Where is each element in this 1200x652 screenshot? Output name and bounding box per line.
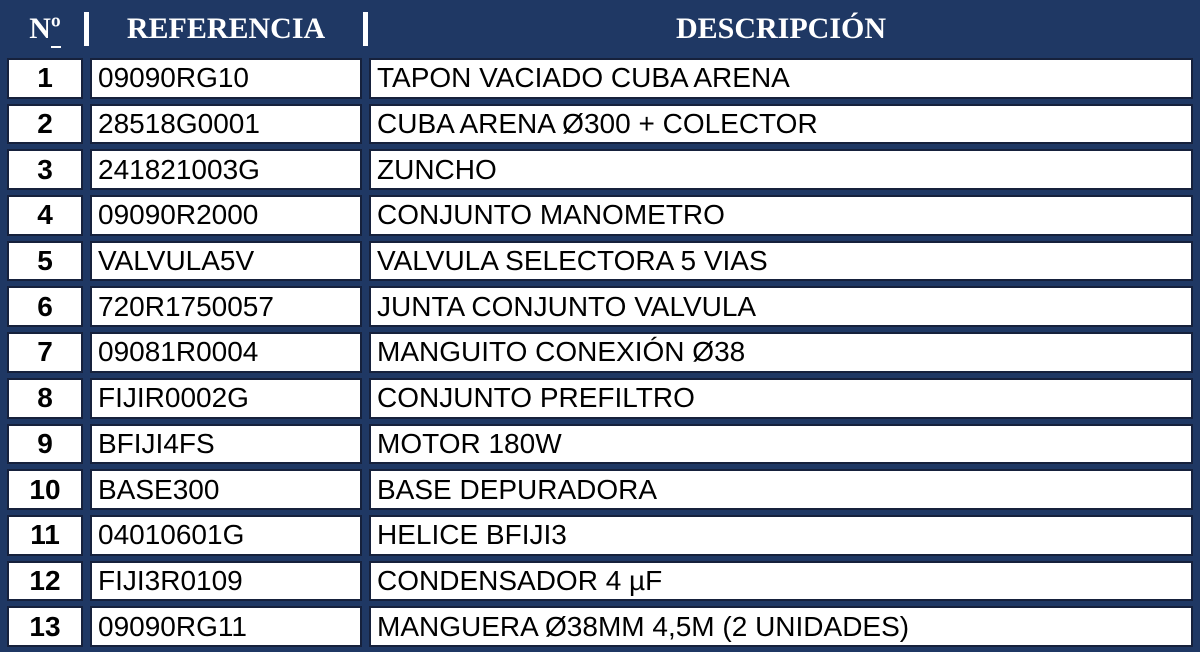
- row-descripcion-cell: BASE DEPURADORA: [369, 469, 1193, 510]
- row-descripcion-cell: CONJUNTO PREFILTRO: [369, 378, 1193, 419]
- table-row: [7, 606, 1193, 647]
- table-row: [7, 469, 1193, 510]
- row-descripcion-cell: JUNTA CONJUNTO VALVULA: [369, 286, 1193, 327]
- table-row: [7, 561, 1193, 602]
- column-header-no: [7, 5, 83, 53]
- row-referencia-cell: 241821003G: [90, 149, 362, 190]
- row-referencia-cell: BFIJI4FS: [90, 424, 362, 465]
- row-referencia-cell: 09090RG11: [90, 606, 362, 647]
- row-descripcion-cell: HELICE BFIJI3: [369, 515, 1193, 556]
- header-divider: [84, 12, 89, 46]
- row-number-cell: 6: [7, 286, 83, 327]
- row-referencia-cell: 04010601G: [90, 515, 362, 556]
- column-header-no-label: Nº: [29, 12, 61, 48]
- column-header-descripcion-label: DESCRIPCIÓN: [675, 12, 887, 45]
- row-referencia-cell: FIJIR0002G: [90, 378, 362, 419]
- row-descripcion-cell: ZUNCHO: [369, 149, 1193, 190]
- row-number-cell: 11: [7, 515, 83, 556]
- table-row: [7, 149, 1193, 190]
- table-row: [7, 286, 1193, 327]
- row-referencia-cell: 09090R2000: [90, 195, 362, 236]
- row-number-cell: 4: [7, 195, 83, 236]
- row-referencia-cell: 720R1750057: [90, 286, 362, 327]
- table-row: [7, 241, 1193, 282]
- row-number-cell: 5: [7, 241, 83, 282]
- column-header-descripcion: [369, 5, 1193, 53]
- row-number-cell: 8: [7, 378, 83, 419]
- row-descripcion-cell: TAPON VACIADO CUBA ARENA: [369, 58, 1193, 99]
- row-number-cell: 12: [7, 561, 83, 602]
- ordinal-indicator: º: [51, 12, 61, 48]
- row-referencia-cell: 28518G0001: [90, 104, 362, 145]
- row-descripcion-cell: VALVULA SELECTORA 5 VIAS: [369, 241, 1193, 282]
- row-number-cell: 10: [7, 469, 83, 510]
- row-referencia-cell: BASE300: [90, 469, 362, 510]
- row-number-cell: 13: [7, 606, 83, 647]
- row-number-cell: 9: [7, 424, 83, 465]
- row-number-cell: 3: [7, 149, 83, 190]
- row-referencia-cell: 09081R0004: [90, 332, 362, 373]
- row-number-cell: 2: [7, 104, 83, 145]
- row-descripcion-cell: MANGUERA Ø38MM 4,5M (2 UNIDADES): [369, 606, 1193, 647]
- column-header-referencia: [90, 5, 362, 53]
- row-descripcion-cell: CUBA ARENA Ø300 + COLECTOR: [369, 104, 1193, 145]
- row-referencia-cell: 09090RG10: [90, 58, 362, 99]
- table-row: [7, 332, 1193, 373]
- row-referencia-cell: VALVULA5V: [90, 241, 362, 282]
- column-header-referencia-label: REFERENCIA: [126, 12, 326, 45]
- table-row: [7, 195, 1193, 236]
- row-descripcion-cell: CONDENSADOR 4 µF: [369, 561, 1193, 602]
- table-row: [7, 378, 1193, 419]
- row-descripcion-cell: MOTOR 180W: [369, 424, 1193, 465]
- row-number-cell: 1: [7, 58, 83, 99]
- header-divider: [363, 12, 368, 46]
- table-row: [7, 515, 1193, 556]
- row-referencia-cell: FIJI3R0109: [90, 561, 362, 602]
- header-row: [7, 5, 1193, 53]
- table-row: [7, 104, 1193, 145]
- row-number-cell: 7: [7, 332, 83, 373]
- row-descripcion-cell: MANGUITO CONEXIÓN Ø38: [369, 332, 1193, 373]
- row-descripcion-cell: CONJUNTO MANOMETRO: [369, 195, 1193, 236]
- table-row: [7, 424, 1193, 465]
- table-row: [7, 58, 1193, 99]
